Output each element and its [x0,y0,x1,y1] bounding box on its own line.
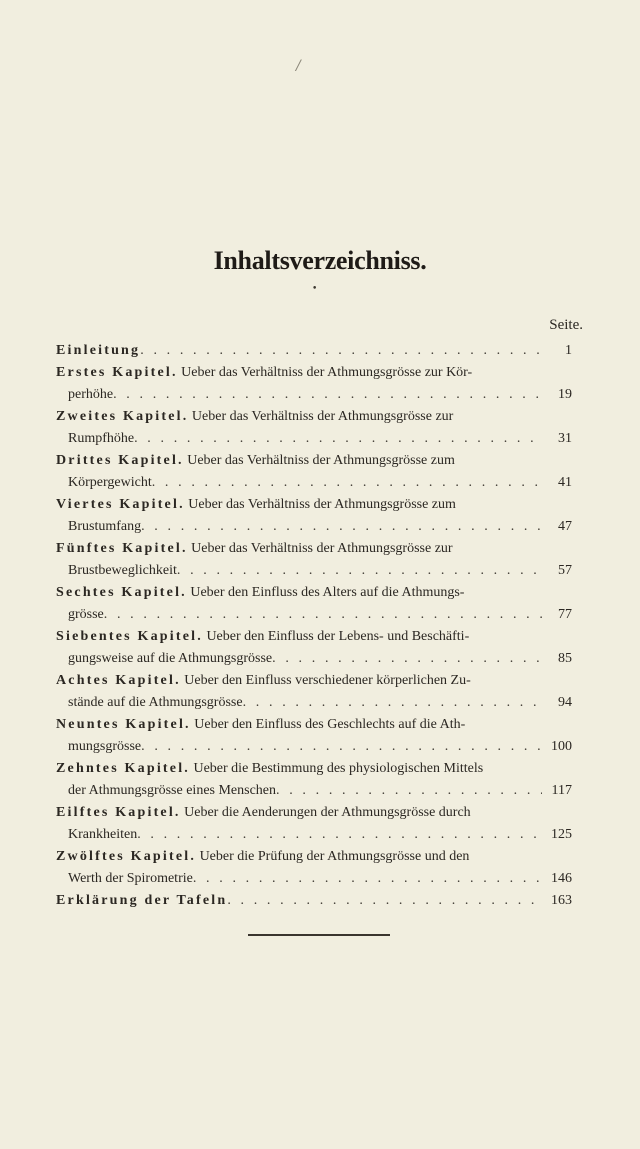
toc-entry-chapter-1 [56,362,572,406]
toc-chapter-label: Zehntes Kapitel. [56,761,190,776]
toc-page-number: 1 [565,343,572,358]
toc-entry-text: Ueber den Einfluss des Alters auf die Athmungs- [190,585,465,600]
toc-entry-chapter-6 [56,582,572,626]
toc-page-number: 146 [551,871,572,886]
toc-entry-last-line [56,868,572,890]
closing-rule-line [248,934,390,936]
toc-entry-first-line [56,406,572,428]
toc-page-number: 47 [558,519,572,534]
toc-entry-last-line [56,692,572,714]
toc-entry-chapter-4 [56,494,572,538]
toc-entry-last-line [56,736,572,758]
toc-entry-text-cont: gungsweise auf die Athmungsgrösse [68,651,273,666]
toc-page-number: 125 [551,827,572,842]
toc-chapter-label: Achtes Kapitel. [56,673,181,688]
toc-entry-text: Ueber die Bestimmung des physiologischen Mittels [193,761,484,776]
toc-chapter-label: Erstes Kapitel. [56,365,178,380]
toc-leader-dots [193,868,542,890]
toc-entry-last-line [56,824,572,846]
toc-entry-chapter-3 [56,450,572,494]
toc-entry-last-line [56,516,572,538]
toc-leader-dots [134,428,542,450]
toc-page-number: 57 [558,563,572,578]
toc-leader-dots [113,384,542,406]
toc-entry-first-line [56,362,572,384]
toc-chapter-label: Zwölftes Kapitel. [56,849,197,864]
toc-page-number: 100 [551,739,572,754]
toc-entry-last-line [56,560,572,582]
toc-chapter-label: Siebentes Kapitel. [56,629,203,644]
toc-leader-dots [272,648,542,670]
toc-entry-text: Ueber das Verhältniss der Athmungsgrösse zum [188,497,456,512]
toc-page-number: 41 [558,475,572,490]
toc-chapter-label: Zweites Kapitel. [56,409,189,424]
toc-entry-last-line [56,384,572,406]
toc-entry-first-line [56,582,572,604]
toc-entry-chapter-8 [56,670,572,714]
toc-entry-text-cont: Brustumfang [68,519,142,534]
toc-leader-dots [141,516,542,538]
toc-entry-text-cont: Krankheiten [68,827,138,842]
toc-entry-text-cont: grösse [68,607,104,622]
toc-chapter-label: Drittes Kapitel. [56,453,184,468]
toc-entry-text: Ueber die Prüfung der Athmungsgrösse und den [199,849,470,864]
toc-leader-dots [276,780,542,802]
toc-entry-last-line [56,780,572,802]
toc-entry-text: Ueber den Einfluss der Lebens- und Beschäfti- [206,629,470,644]
toc-entry-first-line [56,714,572,736]
toc-leader-dots [177,560,542,582]
toc-entry-chapter-2 [56,406,572,450]
toc-chapter-label: Viertes Kapitel. [56,497,185,512]
toc-page-number: 85 [558,651,572,666]
toc-chapter-label: Neuntes Kapitel. [56,717,191,732]
toc-entry-first-line [56,626,572,648]
toc-entry-text-cont: mungsgrösse [68,739,142,754]
toc-entry-text: Ueber das Verhältniss der Athmungsgrösse zum [187,453,455,468]
toc-page-number: 94 [558,695,572,710]
toc-entry-text-cont: Körpergewicht [68,475,152,490]
toc-entry-chapter-11 [56,802,572,846]
toc-entry-first-line [56,846,572,868]
toc-leader-dots [140,340,542,362]
toc-chapter-label: Erklärung der Tafeln [56,893,228,908]
toc-entry-tafeln [56,890,572,912]
toc-entry-chapter-7 [56,626,572,670]
toc-chapter-label: Fünftes Kapitel. [56,541,188,556]
toc-entry-chapter-12 [56,846,572,890]
toc-leader-dots [243,692,542,714]
toc-entry-chapter-5 [56,538,572,582]
table-of-contents [56,340,572,912]
toc-leader-dots [141,736,542,758]
toc-entry-first-line [56,538,572,560]
toc-entry-text-cont: stände auf die Athmungsgrösse [68,695,243,710]
toc-page-number: 19 [558,387,572,402]
toc-entry-first-line [56,494,572,516]
toc-entry-last-line [56,648,572,670]
toc-entry-last-line [56,604,572,626]
toc-page-number: 31 [558,431,572,446]
toc-entry-text: Ueber das Verhältniss der Athmungsgrösse zur [191,409,454,424]
toc-entry-text-cont: Werth der Spirometrie [68,871,193,886]
toc-entry-text-cont: Brustbeweglichkeit [68,563,177,578]
toc-entry-last-line [56,428,572,450]
toc-entry-einleitung [56,340,572,362]
toc-entry-chapter-10 [56,758,572,802]
toc-entry-text-cont: perhöhe [68,387,114,402]
toc-chapter-label: Sechtes Kapitel. [56,585,187,600]
toc-entry-chapter-9 [56,714,572,758]
toc-entry-text: Ueber das Verhältniss der Athmungsgrösse zur [191,541,453,556]
toc-page-number: 163 [551,893,572,908]
page-mark: / [296,58,301,74]
toc-leader-dots [137,824,542,846]
title-ornament: • [312,284,318,294]
page-column-header: Seite. [549,317,583,333]
toc-leader-dots [227,890,542,912]
toc-leader-dots [152,472,542,494]
toc-entry-first-line [56,758,572,780]
toc-entry-last-line [56,472,572,494]
toc-entry-text: Ueber das Verhältniss der Athmungsgrösse zur Kör- [181,365,473,380]
toc-entry-text: Ueber den Einfluss verschiedener körperlichen Zu- [184,673,471,688]
page-title: Inhaltsverzeichniss. [213,246,427,275]
toc-entry-text-cont: Rumpfhöhe [68,431,135,446]
toc-entry-text: Ueber die Aenderungen der Athmungsgrösse durch [184,805,471,820]
toc-entry-first-line [56,670,572,692]
toc-entry-first-line [56,802,572,824]
toc-leader-dots [104,604,542,626]
toc-entry-first-line [56,450,572,472]
toc-chapter-label: Eilftes Kapitel. [56,805,181,820]
toc-page-number: 117 [551,783,572,798]
toc-page-number: 77 [558,607,572,622]
toc-entry-text-cont: der Athmungsgrösse eines Menschen [68,783,277,798]
toc-entry-text: Ueber den Einfluss des Geschlechts auf die Ath- [194,717,466,732]
toc-chapter-label: Einleitung [56,343,141,358]
